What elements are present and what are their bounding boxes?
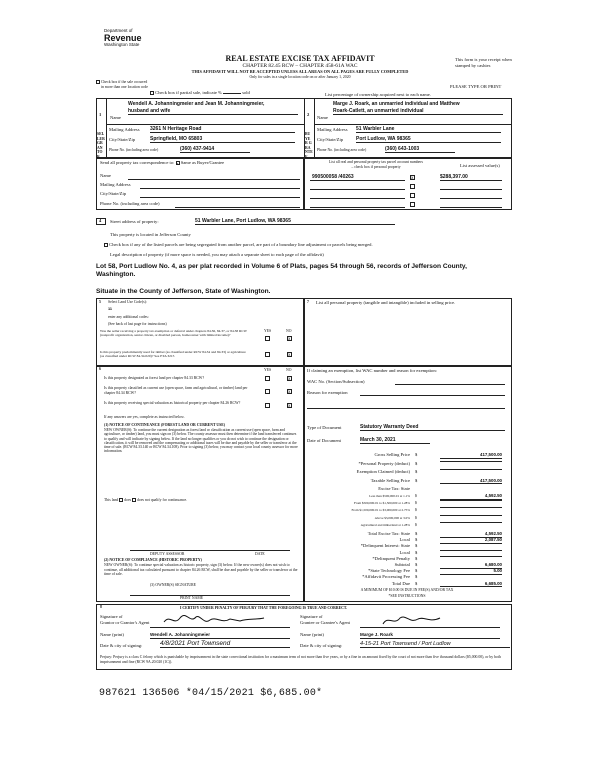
parcels-label xyxy=(306,160,446,169)
minimum-note: A MINIMUM OF $10.00 IS DUE IN FEE(S) AND/OR TAX xyxy=(360,588,454,592)
bracket-label: From $500,000.01 to $1,500,000 at 1.28% xyxy=(353,501,410,506)
buyer-addr-label: Mailing Address xyxy=(317,127,348,132)
total-row-label: Total Excise Tax: State xyxy=(367,531,410,536)
personal-property-checkbox-2[interactable] xyxy=(410,184,415,189)
bracket-dollar: $ xyxy=(415,522,417,527)
buyer-name-1: Marge J. Roark, an unmarried individual and Matthew xyxy=(333,101,460,107)
total-row-value xyxy=(440,550,502,551)
timber-no-checkbox[interactable]: x xyxy=(288,352,291,357)
total-row-dollar: $ xyxy=(415,531,418,536)
total-row-value: 6,685.00 xyxy=(440,581,502,588)
seller-name-1: Wendell A. Johanningmeier and Jean M. Johanningmeier, xyxy=(128,101,265,107)
buyer-phone: (360) 643-1003 xyxy=(385,146,455,153)
owner-sig-label: (3) OWNER(S) SIGNATURE xyxy=(150,583,196,587)
grantee-date: 4-15-21 Port Townsend / Port Ludlow xyxy=(360,641,510,648)
personal-property-checkbox-1[interactable]: x xyxy=(411,175,414,180)
does-not-label: does not qualify for continuance. xyxy=(137,498,188,502)
grantee-signature xyxy=(380,612,450,628)
forest-no-checkbox[interactable]: x xyxy=(288,376,291,381)
assessed-label: List assessed value(s) xyxy=(460,163,500,168)
tax-row-label: *Personal Property (deduct) xyxy=(358,460,410,466)
wac-label: WAC No. (Section/Subsection) xyxy=(307,379,365,384)
total-row-value xyxy=(440,574,502,575)
bracket-dollar: $ xyxy=(415,515,417,520)
bracket-label: From $1,500,000.01 to $3,000,000 at 2.75% xyxy=(351,508,410,513)
hist-body: NEW OWNER(S): To continue special valuation as historic property, sign (3) below. If the new owner(s) does not wish to continue, all additional tax calculated pursuant to chapter 84.26 RCW, shall be due and payable by the seller or transferor at the time of sale. xyxy=(104,563,298,577)
cert-text: I CERTIFY UNDER PENALTY OF PERJURY THAT THE FOREGOING IS TRUE AND CORRECT. xyxy=(180,606,348,610)
tax-row-label: Gross Selling Price xyxy=(374,452,410,457)
no-header-2: NO xyxy=(286,368,292,372)
total-row-dollar: $ xyxy=(415,555,418,561)
historic-no-checkbox[interactable]: x xyxy=(288,403,291,408)
excise-state-label: Excise Tax: State xyxy=(378,486,410,491)
grantee-date-label: Date & city of signing: xyxy=(300,643,343,648)
same-as-buyer-checkbox[interactable]: x xyxy=(176,160,179,166)
deputy-label: DEPUTY ASSESSOR xyxy=(150,552,185,556)
section-1-number: 1 xyxy=(99,112,102,117)
buyer-phone-label: Phone No. (including area code) xyxy=(317,148,367,152)
receipt-note: This form is your receipt when stamped by cashier. xyxy=(455,57,512,68)
notice-body: NEW OWNER(S): To continue the current designation as forest land or classification as current use (open space, farm and agriculture, or timber) land, you must sign on (3) below. The county assessor must then determine if the land transferred continues to qualify and will indicate by signing below. If the land no longer qualifies or you do not wish to continue the designation or classification, it will be removed and the compensating or additional taxes will be due and payable by the seller or transferor at the time of sale. (RCW 84.33.140 or RCW 84.34.108). Prior to signing (3) below, you may contact your local county assessor for more information. xyxy=(104,428,298,454)
segregated-checkbox[interactable] xyxy=(104,243,108,247)
bracket-value: 4,592.50 xyxy=(440,493,502,500)
grantee-name-label: Name (print) xyxy=(300,632,324,637)
grantor-date-label: Date & city of signing: xyxy=(100,643,143,648)
perjury-text: Perjury: Perjury is a class C felony which is punishable by imprisonment in the state correctional institution for a maximum term of not more than five years, or by a fine in an amount fixed by the court of not more than five thousand dollars ($5,000.00), or by both imprisonment and fine (RCW 9A.20.020 (1C)). xyxy=(100,655,501,664)
tax-row-value: 417,500.00 xyxy=(440,478,502,485)
section-4-number: 4 xyxy=(99,218,102,223)
tax-row-value: 417,500.00 xyxy=(440,452,502,459)
total-row-dollar: $ xyxy=(415,568,418,574)
total-row-dollar: $ xyxy=(415,580,418,586)
total-row-value: 6,680.00 xyxy=(440,562,502,569)
total-row-dollar: $ xyxy=(415,574,418,580)
seller-addr: 3261 N Heritage Road xyxy=(150,126,295,133)
tax-row-dollar: $ xyxy=(415,460,418,466)
form-warning: THIS AFFIDAVIT WILL NOT BE ACCEPTED UNLESS ALL AREAS ON ALL PAGES ARE FULLY COMPLETED xyxy=(191,69,409,75)
timber-yes-checkbox[interactable] xyxy=(265,352,270,357)
total-row-label: Subtotal xyxy=(394,562,410,567)
hist-title: (2) NOTICE OF COMPLIANCE (HISTORIC PROPERTY) xyxy=(104,558,202,562)
partial-sale-checkbox[interactable] xyxy=(150,91,154,95)
reason-label: Reason for exemption xyxy=(307,390,348,395)
seller-phone: (360) 437-9414 xyxy=(180,146,250,153)
street-address: 51 Warbler Lane, Port Ludlow, WA 98365 xyxy=(195,218,395,225)
doc-date: March 30, 2021 xyxy=(360,437,430,444)
section-8-number: 8 xyxy=(100,605,102,609)
current-use-no-checkbox[interactable]: x xyxy=(288,389,291,394)
total-row-value xyxy=(440,543,502,544)
total-row-label: Local xyxy=(399,537,410,543)
current-use-yes-checkbox[interactable] xyxy=(265,389,270,394)
additional-codes: enter any additional codes: xyxy=(108,315,149,319)
buyer-side-label: BUYER GRANTEE xyxy=(305,132,313,159)
bracket-value xyxy=(440,500,502,501)
total-row-value: 2,087.50 xyxy=(440,537,502,544)
seller-addr-label: Mailing Address xyxy=(109,127,140,132)
grantor-name: Wendell A. Johanningmeier xyxy=(150,632,290,639)
situate-text: Situate in the County of Jefferson, State of Washington. xyxy=(96,288,271,295)
segregated-check xyxy=(104,242,524,248)
tax-row-dollar: $ xyxy=(415,452,418,457)
seller-city: Springfield, MO 65803 xyxy=(150,136,295,143)
parcels-label-1: List all real and personal property tax parcel account numbers xyxy=(329,160,423,164)
corr-city-label: City/State/Zip xyxy=(100,191,127,196)
tax-row-dollar: $ xyxy=(415,469,418,474)
buyer-name-2: Roark-Catlett, an unmarried individual xyxy=(333,108,503,115)
total-row-value: 4,592.50 xyxy=(440,531,502,538)
land-use-q1: Was the seller receiving a property tax exemption or deferral under chapters 84.36, 84.37, or 84.38 RCW (nonprofit organization, senior citizen, or disabled person, homeowner with limited income)? xyxy=(100,329,247,338)
assessed-value: $288,397.00 xyxy=(440,174,502,181)
exemption-yes-checkbox[interactable] xyxy=(265,336,270,341)
bracket-value xyxy=(440,515,502,516)
grantee-name: Marge J. Roark xyxy=(360,632,500,639)
bracket-label: Agricultural and timberland at 1.28% xyxy=(360,522,410,527)
partial-sold-label: sold xyxy=(242,90,250,95)
bracket-label: Above $3,000,000 at 3.0% xyxy=(374,515,410,520)
partial-sale-label: Check box if partial sale, indicate % xyxy=(155,90,222,95)
partial-sale-check xyxy=(150,90,250,96)
total-row-dollar: $ xyxy=(415,562,418,567)
seller-name-2: husband and wife xyxy=(128,108,298,115)
section-6-number: 6 xyxy=(99,367,101,371)
notice-title: (1) NOTICE OF CONTINUANCE (FOREST LAND OR CURRENT USE) xyxy=(104,423,226,427)
does-not-checkbox[interactable] xyxy=(132,498,136,502)
county-text: This property is located in Jefferson County xyxy=(110,232,191,237)
yes-header-2: YES xyxy=(264,368,272,372)
forest-answers: If any answers are yes, complete as instructed below. xyxy=(104,415,185,419)
exemption-no-checkbox[interactable]: x xyxy=(288,336,291,341)
total-row-label: Local xyxy=(399,549,410,555)
seller-phone-label: Phone No. (including area code) xyxy=(109,148,159,152)
grantee-sig-label-1: Signature of xyxy=(300,614,323,619)
grantee-sig-label-2: Grantee or Grantee's Agent xyxy=(300,620,350,625)
correspondence-label xyxy=(100,160,224,166)
forest-q2: Is this property classified as current use (open space, farm and agricultural, or timber) land per chapter 84.34 RCW? xyxy=(104,386,248,395)
multi-location-label: Check box if the sale occurred xyxy=(100,80,148,84)
total-row-dollar: $ xyxy=(415,543,418,549)
segregated-label: Check box if any of the listed parcels are being segregated from another parcel, are part of a boundary line adjustment or parcels being merged. xyxy=(109,242,373,247)
tax-row-label: Taxable Selling Price xyxy=(370,477,410,483)
legal-description-1: Lot 58, Port Ludlow No. 4, as per plat recorded in Volume 6 of Plats, pages 54 through 56, records of Jefferson County, xyxy=(96,263,467,270)
doc-type: Statutory Warranty Deed xyxy=(360,424,505,431)
total-row-label: Total Due xyxy=(391,580,410,586)
street-label: Street address of property: xyxy=(110,219,159,224)
seller-city-label: City/State/Zip xyxy=(109,137,136,142)
header xyxy=(150,54,450,80)
legal-label: Legal description of property (if more space is needed, you may attach a separate sheet to each page of the affidavit) xyxy=(110,252,324,257)
buyer-city-label: City/State/Zip xyxy=(317,137,344,142)
cashier-stamp: 987621 136506 *04/15/2021 $6,685.00* xyxy=(99,688,323,699)
tax-row-label: Exemption Claimed (deduct) xyxy=(356,469,410,474)
total-row-label: *Affidavit Processing Fee xyxy=(362,574,410,580)
doc-date-label: Date of Document xyxy=(307,438,341,443)
parcel-number: 990500058 /40263 xyxy=(312,174,354,180)
total-row-value xyxy=(440,556,502,557)
land-use-q2: Is this property predominantly used for timber (as classified under RCW 84.34 and 84.33) or agriculture (as classified under RCW 84.34.020)? See ETA 3215 xyxy=(100,350,246,359)
section-7-number: 7 xyxy=(307,300,309,304)
logo-line1: Department of xyxy=(104,28,133,33)
deputy-date-label: DATE xyxy=(255,552,265,556)
no-header: NO xyxy=(286,329,292,333)
total-row-label: *State Technology Fee xyxy=(368,568,410,574)
forest-q1: Is this property designated as forest land per chapter 84.33 RCW? xyxy=(104,376,205,380)
logo-line2: Revenue xyxy=(104,32,142,43)
forest-q3: Is this property receiving special valuation as historical property per chapter 84.26 RCW? xyxy=(104,401,241,405)
same-as-buyer-label: Same as Buyer/Grantee xyxy=(180,160,225,165)
section-7-box xyxy=(304,298,512,366)
grantor-sig-label-1: Signature of xyxy=(100,614,123,619)
multi-location-check xyxy=(96,80,166,89)
buyer-name-label: Name xyxy=(317,115,328,120)
bracket-dollar: $ xyxy=(415,501,417,506)
form-title: REAL ESTATE EXCISE TAX AFFIDAVIT xyxy=(225,54,375,63)
historic-yes-checkbox[interactable] xyxy=(265,403,270,408)
form-chapter: CHAPTER 82.45 RCW – CHAPTER 458-61A WAC xyxy=(242,63,358,69)
dor-logo xyxy=(104,29,164,47)
multi-location-label2: in more than one location code xyxy=(101,84,148,89)
parcels-label-2: – check box if personal property xyxy=(351,164,401,169)
tax-row-value xyxy=(440,461,502,462)
grantor-name-label: Name (print) xyxy=(100,632,124,637)
total-row-value: 5.00 xyxy=(440,568,502,575)
tax-row-value xyxy=(440,469,502,470)
personal-property-checkbox-4[interactable] xyxy=(410,202,415,207)
bracket-label: Less than $500,000.01 at 1.1% xyxy=(369,494,410,498)
corr-addr-label: Mailing Address xyxy=(100,182,131,187)
bracket-dollar: $ xyxy=(415,494,417,498)
grantor-sig-label-2: Grantor or Grantor's Agent xyxy=(100,620,150,625)
does-label: does xyxy=(124,498,132,502)
legal-description-2: Washington. xyxy=(96,271,136,278)
yes-header: YES xyxy=(264,329,272,333)
print-note: PLEASE TYPE OR PRINT xyxy=(450,84,502,89)
land-use-code: 11 xyxy=(108,307,113,311)
multi-location-checkbox[interactable] xyxy=(96,80,100,84)
doc-type-label: Type of Document xyxy=(307,425,342,430)
land-use-label: Select Land Use Code(s): xyxy=(108,300,147,304)
this-land-label: This land xyxy=(104,498,119,502)
seller-side-label: SELLER GRANTOR xyxy=(97,132,105,159)
correspondence-text: Send all property tax correspondence to: xyxy=(100,160,175,165)
corr-name-label: Name xyxy=(100,173,111,178)
buyer-city: Port Ludlow, WA 98365 xyxy=(356,136,501,143)
forest-yes-checkbox[interactable] xyxy=(265,376,270,381)
this-land-row xyxy=(104,498,187,503)
total-row-label: *Delinquent Penalty xyxy=(372,555,410,561)
total-row-label: *Delinquent Interest: State xyxy=(360,543,410,549)
seller-name-label: Name xyxy=(110,115,121,120)
section-5-number: 5 xyxy=(99,300,101,304)
see-instructions: *SEE INSTRUCTIONS xyxy=(388,594,426,598)
total-row-dollar: $ xyxy=(415,537,418,543)
see-back: (See back of last page for instructions) xyxy=(108,322,167,326)
tax-row-dollar: $ xyxy=(415,477,418,483)
corr-phone-label: Phone No. (including area code) xyxy=(100,201,160,206)
exemption-label: If claiming an exemption, list WAC number and reason for exemption: xyxy=(307,368,437,373)
grantor-date: 4/8/2021 Port Townsend xyxy=(160,640,290,648)
grantor-signature xyxy=(160,612,270,628)
bracket-value xyxy=(440,522,502,523)
print-name-label: PRINT NAME xyxy=(180,596,204,600)
bracket-value xyxy=(440,507,502,508)
logo-line3: Washington State xyxy=(104,41,140,47)
personal-property-checkbox-3[interactable] xyxy=(410,193,415,198)
bracket-dollar: $ xyxy=(415,508,417,513)
ownership-note: List percentage of ownership acquired next to each name. xyxy=(325,92,431,97)
section-2-number: 2 xyxy=(307,112,310,117)
buyer-addr: 51 Warbler Lane xyxy=(356,126,501,133)
total-row-dollar: $ xyxy=(415,549,418,555)
does-checkbox[interactable] xyxy=(119,498,123,502)
form-sub: Only for sales in a single location code on or after January 1, 2020 xyxy=(249,75,351,79)
personal-property-label: List all personal property (tangible and intangible) included in selling price. xyxy=(316,300,456,305)
